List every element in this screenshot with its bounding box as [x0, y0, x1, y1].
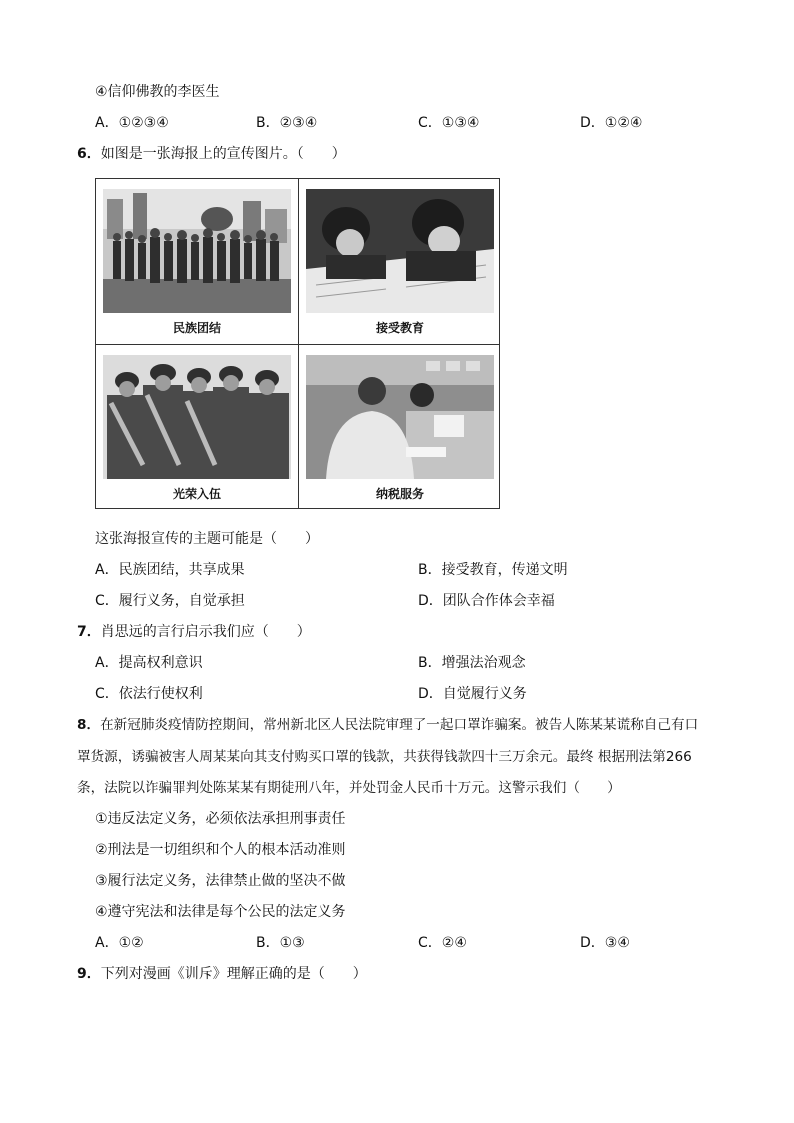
prev-option-c: C．①③④	[418, 115, 480, 131]
q8-stem-line-1	[77, 715, 698, 735]
prev-option-d: D．①②④	[580, 115, 643, 131]
q6-option-a: A．民族团结，共享成果	[95, 562, 245, 578]
q6-option-c: C．履行义务，自觉承担	[95, 593, 245, 609]
poster-panel-enlistment	[96, 345, 298, 510]
poster-caption-education: 接受教育	[375, 321, 424, 335]
q6-stem	[77, 144, 346, 164]
q8-stem-line-3: 条，法院以诈骗罪判处陈某某有期徒刑八年，并处罚金人民币十万元。这警示我们（ ）	[77, 780, 621, 796]
q7-option-d: D．自觉履行义务	[418, 686, 527, 702]
ethnic-unity-photo	[103, 189, 291, 313]
prev-option-b: B．②③④	[256, 115, 318, 131]
q6-option-b: B．接受教育，传递文明	[418, 562, 568, 578]
tax-service-photo	[306, 355, 494, 479]
prev-item-4: ④信仰佛教的李医生	[95, 84, 220, 100]
q7-stem-text: 肖思远的言行启示我们应（ ）	[100, 624, 311, 640]
q8-number: 8．	[77, 717, 101, 733]
poster-caption-enlistment: 光荣入伍	[172, 487, 221, 501]
q8-item-3: ③履行法定义务，法律禁止做的坚决不做	[95, 873, 346, 889]
prev-option-a: A．①②③④	[95, 115, 169, 131]
poster-caption-ethnic-unity: 民族团结	[172, 321, 221, 335]
q6-sub-question: 这张海报宣传的主题可能是（ ）	[95, 531, 319, 547]
q9-stem	[77, 964, 367, 984]
q8-item-4: ④遵守宪法和法律是每个公民的法定义务	[95, 904, 346, 920]
q8-option-a: A．①②	[95, 935, 144, 951]
poster-panel-education	[299, 179, 501, 344]
education-photo	[306, 189, 494, 313]
q8-option-d: D．③④	[580, 935, 630, 951]
q7-option-b: B．增强法治观念	[418, 655, 526, 671]
q8-stem-line-2: 罩货源，诱骗被害人周某某向其支付购买口罩的钱款，共获得钱款四十三万余元。最终 根据刑法第266	[77, 749, 692, 765]
q6-option-d: D．团队合作体会幸福	[418, 593, 555, 609]
q8-option-b: B．①③	[256, 935, 305, 951]
q7-option-a: A．提高权利意识	[95, 655, 203, 671]
q7-option-c: C．依法行使权利	[95, 686, 203, 702]
q9-stem-text: 下列对漫画《训斥》理解正确的是（ ）	[100, 966, 367, 982]
poster-panel-ethnic-unity	[96, 179, 298, 344]
q6-stem-text: 如图是一张海报上的宣传图片。（ ）	[100, 146, 346, 162]
poster-panel-tax-service	[299, 345, 501, 510]
q6-poster-image	[95, 178, 500, 509]
q7-number: 7．	[77, 624, 101, 640]
q8-stem-text-1: 在新冠肺炎疫情防控期间，常州新北区人民法院审理了一起口罩诈骗案。被告人陈某某谎称自己有口	[100, 717, 699, 733]
q7-stem	[77, 622, 311, 642]
q8-item-2: ②刑法是一切组织和个人的根本活动准则	[95, 842, 346, 858]
q8-option-c: C．②④	[418, 935, 467, 951]
q6-number: 6．	[77, 146, 101, 162]
enlistment-photo	[103, 355, 291, 479]
poster-caption-tax-service: 纳税服务	[375, 487, 424, 501]
q8-item-1: ①违反法定义务，必须依法承担刑事责任	[95, 811, 346, 827]
q9-number: 9．	[77, 966, 101, 982]
